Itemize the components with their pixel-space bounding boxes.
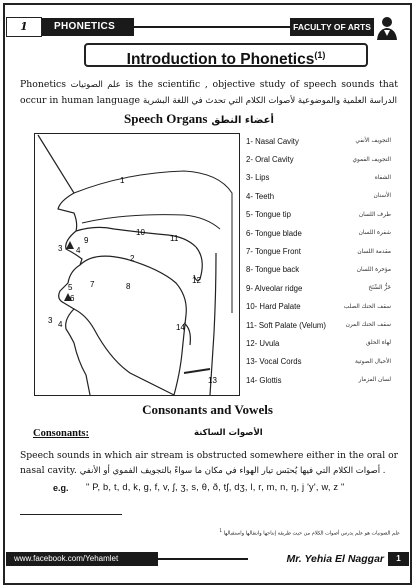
title-text: Introduction to Phonetics (126, 51, 315, 69)
legend-item-en: 3- Lips (246, 173, 270, 183)
legend-item-en: 1- Nasal Cavity (246, 136, 299, 146)
legend-item (246, 242, 391, 260)
intro-en-start: Phonetics (20, 79, 71, 90)
diagram-label-5: 5 (68, 283, 73, 292)
legend-item (246, 316, 391, 334)
example-label: e.g. (53, 483, 69, 493)
portrait-logo-icon (374, 14, 400, 40)
intro-ar-definition: الدراسة العلمية والموضوعية لأصوات الكلام التي تحدث في اللغة البشرية (142, 96, 397, 106)
diagram-label-2: 2 (130, 254, 135, 263)
legend-item-ar: لسان المزمار (358, 377, 391, 384)
legend-item (246, 150, 391, 168)
speech-organs-heading: Speech Organs (124, 111, 208, 126)
legend-item-en: 7- Tongue Front (246, 247, 301, 257)
consonants-label: Consonants: (33, 428, 90, 439)
legend-item-en: 10- Hard Palate (246, 302, 301, 312)
page-footer (6, 552, 409, 566)
intro-paragraph (20, 77, 398, 109)
title-footnote-marker: (1) (314, 50, 326, 60)
legend-item-ar: سقف الحنك المرن (345, 322, 391, 329)
diagram-label-7: 7 (90, 280, 95, 289)
footnote (130, 528, 400, 537)
legend-item (246, 371, 391, 389)
legend-item-en: 6- Tongue blade (246, 228, 302, 238)
footer-page-number: 1 (388, 552, 409, 566)
legend-item-en: 9- Alveolar ridge (246, 283, 303, 293)
legend-item-en: 11- Soft Palate (Velum) (246, 320, 327, 330)
legend-item-ar: سقف الحنك الصلب (343, 303, 391, 310)
consonants-definition-ar: أصوات الكلام التي فيها يُحبَس تيار الهواء في مكان ما سواءً بالتجويف الفموي أو الأنفي . (79, 466, 386, 476)
legend-item-ar: طرف اللسان (358, 211, 391, 218)
diagram-label-1: 1 (120, 176, 125, 185)
legend-item-ar: الأسنان (373, 193, 391, 200)
legend-item-ar: مقدمة اللسان (357, 248, 391, 255)
legend-item-ar: الأحبال الصوتية (355, 358, 391, 365)
header-faculty: FACULTY OF ARTS (290, 18, 374, 36)
legend-item-ar: مؤخرة اللسان (356, 266, 391, 273)
diagram-label-8: 8 (126, 282, 131, 291)
legend-item-en: 13- Vocal Cords (246, 357, 302, 367)
diagram-label-13: 13 (208, 376, 217, 385)
legend-item-en: 14- Glottis (246, 375, 282, 385)
legend-item-en: 2- Oral Cavity (246, 155, 294, 165)
header-subject: PHONETICS (42, 18, 134, 36)
consonant-examples: " P, b, t, d, k, g, f, v, ʃ, ʒ, s, θ, ð, tʃ, dʒ, l, r, m, n, ŋ, j 'y', w, z " (86, 482, 345, 492)
diagram-label-4-upper: 4 (76, 246, 81, 255)
consonants-definition-en: Speech sounds in which air stream is obstructed somewhere either in the oral or nasal cavity. (20, 450, 398, 476)
speech-organs-legend (246, 132, 391, 389)
legend-item (246, 298, 391, 316)
diagram-label-3-lower: 3 (48, 316, 53, 325)
consonants-vowels-title: Consonants and Vowels (142, 402, 273, 417)
footer-facebook-link[interactable]: www.facebook.com/Yehamlet (6, 552, 158, 566)
footer-author: Mr. Yehia El Naggar (286, 553, 384, 565)
diagram-label-6: 6 (70, 294, 75, 303)
footnote-marker: 1 (219, 528, 223, 533)
header-rule (134, 26, 290, 28)
footer-rule (158, 558, 248, 560)
diagram-label-14: 14 (176, 323, 185, 332)
legend-item (246, 279, 391, 297)
legend-item-ar: التجويف الفموي (352, 156, 391, 163)
page-header (6, 18, 409, 36)
legend-item-ar: لهاة الحلق (366, 340, 391, 347)
legend-item-en: 8- Tongue back (246, 265, 300, 275)
vocal-tract-diagram (34, 133, 240, 396)
diagram-label-4-lower: 4 (58, 320, 63, 329)
intro-ar-term: علم الصوتيات (70, 80, 121, 90)
diagram-label-9: 9 (84, 236, 89, 245)
diagram-label-11: 11 (170, 234, 179, 243)
footnote-text: علم الصوتيات هو علم يدرس أصوات الكلام من حيث طريقة إنتاجها وانتقالها واستقبالها (223, 530, 400, 537)
diagram-label-3-upper: 3 (58, 244, 63, 253)
legend-item (246, 132, 391, 150)
legend-item-en: 4- Teeth (246, 191, 275, 201)
legend-item (246, 187, 391, 205)
legend-item-ar: التجويف الأنفي (355, 138, 391, 145)
speech-organs-title (124, 111, 304, 127)
footnote-rule (20, 514, 122, 515)
diagram-label-10: 10 (136, 228, 145, 237)
legend-item (246, 261, 391, 279)
consonants-label-ar: الأصوات الساكنة (194, 428, 263, 438)
legend-item (246, 169, 391, 187)
intro-en-rest: is the scientific , objective study of speech sounds that occur in human language (20, 79, 398, 106)
legend-item (246, 334, 391, 352)
header-page-number: 1 (6, 17, 42, 37)
legend-item-ar: الشفاه (374, 174, 391, 181)
legend-item-ar: شفرة اللسان (358, 230, 391, 237)
speech-organs-heading-ar: أعضاء النطق (211, 115, 274, 126)
legend-item-en: 12- Uvula (246, 338, 280, 348)
consonants-definition (20, 448, 398, 479)
legend-item (246, 206, 391, 224)
legend-item-en: 5- Tongue tip (246, 210, 291, 220)
legend-item (246, 353, 391, 371)
legend-item-ar: حَزُّ السِّنَخ (368, 285, 391, 292)
diagram-label-12: 12 (192, 276, 201, 285)
page-title (84, 43, 368, 67)
legend-item (246, 224, 391, 242)
